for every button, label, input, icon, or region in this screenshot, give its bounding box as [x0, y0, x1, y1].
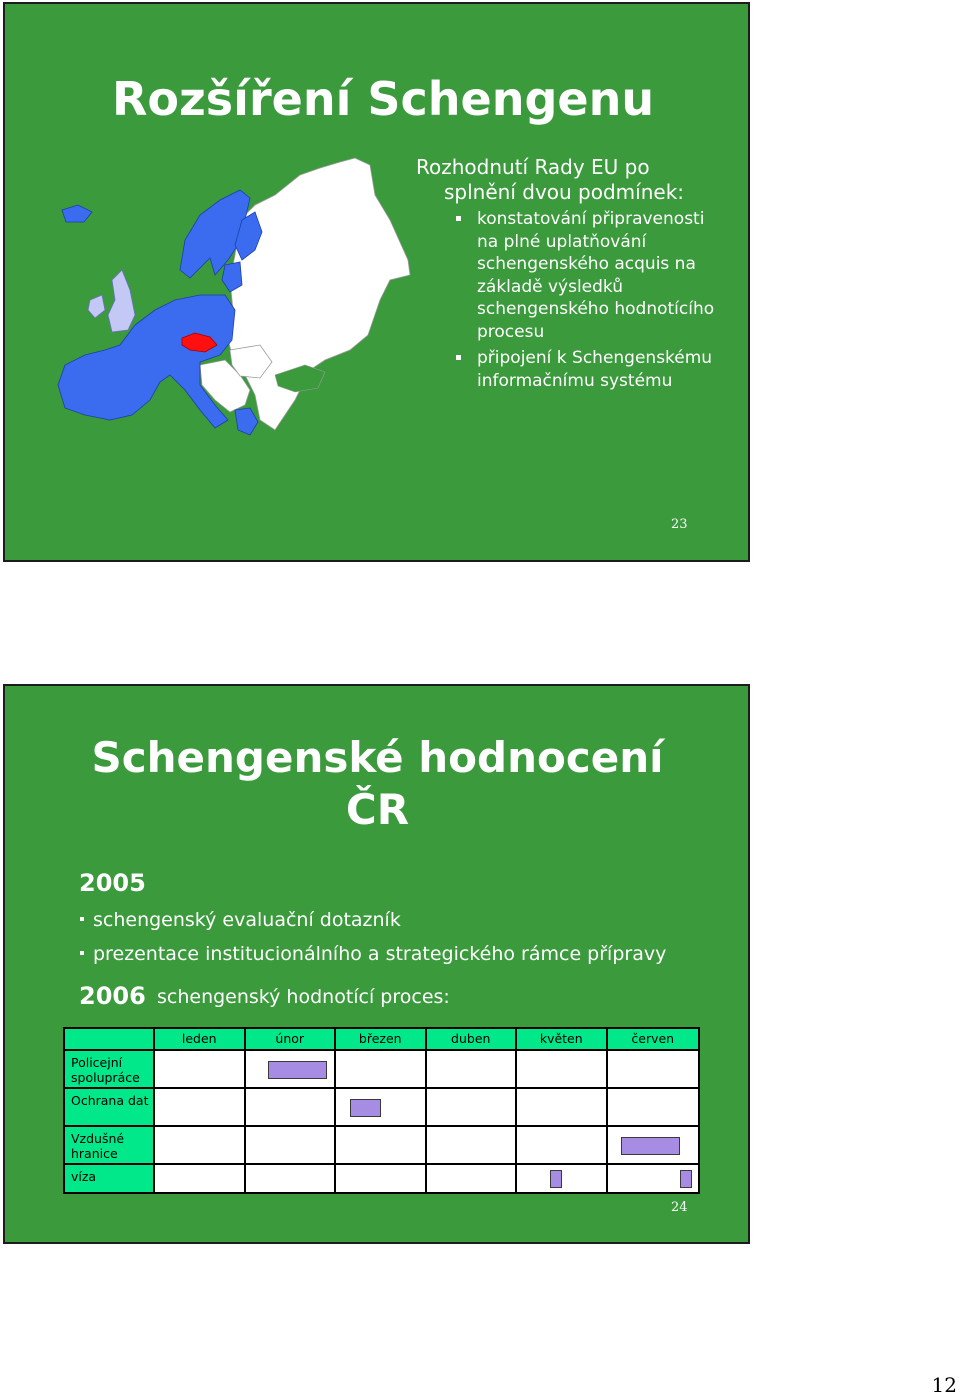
row-label: víza: [65, 1165, 155, 1192]
table-cell: [336, 1127, 427, 1165]
map-eastern-europe: [228, 158, 410, 430]
slide2-title: [0, 732, 755, 836]
table-cell: [517, 1127, 608, 1165]
europe-map: [50, 150, 415, 440]
table-corner-cell: [65, 1029, 155, 1051]
table-cell: [155, 1089, 246, 1127]
month-header: červen: [608, 1029, 699, 1051]
square-bullet-icon: [80, 951, 84, 955]
table-cell: [246, 1165, 337, 1192]
year-2006: 2006: [79, 982, 146, 1010]
table-cell: [246, 1127, 337, 1165]
list-item-text: konstatování připravenosti na plné uplatňování schengenského acquis na základě výsledků schengenského hodnotícího procesu: [477, 209, 715, 342]
table-cell: [517, 1051, 608, 1089]
slide1-title: Rozšíření Schengenu: [112, 72, 655, 126]
list-item-text: připojení k Schengenskému informačnímu systému: [477, 348, 713, 391]
slide1-page-number: 23: [671, 517, 688, 532]
map-iceland: [62, 205, 92, 222]
schedule-bar: [268, 1061, 327, 1079]
month-header: únor: [246, 1029, 337, 1051]
table-cell: [608, 1089, 699, 1127]
intro-text: [416, 155, 716, 205]
intro-line-1: Rozhodnutí Rady EU po: [416, 155, 650, 179]
schedule-bar: [621, 1137, 680, 1155]
document-page-number: 12: [931, 1373, 957, 1397]
table-cell: [517, 1165, 608, 1192]
table-cell: [336, 1051, 427, 1089]
conditions-list: [456, 208, 716, 396]
list-item-text: schengenský evaluační dotazník: [93, 909, 401, 931]
schedule-bar: [550, 1170, 562, 1188]
row-label: Ochrana dat: [65, 1089, 155, 1127]
month-header: květen: [517, 1029, 608, 1051]
month-header: duben: [427, 1029, 518, 1051]
month-header: leden: [155, 1029, 246, 1051]
schedule-bar: [350, 1099, 382, 1117]
list-item: [80, 943, 666, 965]
list-item: [456, 208, 716, 343]
map-ireland: [88, 295, 105, 318]
table-cell: [155, 1127, 246, 1165]
table-cell: [246, 1089, 337, 1127]
slide2-title-line-2: ČR: [345, 785, 410, 834]
table-cell: [427, 1089, 518, 1127]
row-label: Policejní spolupráce: [65, 1051, 155, 1089]
table-cell: [517, 1089, 608, 1127]
year-2005: 2005: [79, 869, 146, 897]
list-item: [80, 909, 401, 931]
table-cell: [155, 1051, 246, 1089]
square-bullet-icon: [456, 355, 461, 360]
table-cell: [608, 1051, 699, 1089]
list-item-text: prezentace institucionálního a strategického rámce přípravy: [93, 943, 667, 965]
schedule-bar: [680, 1170, 692, 1188]
map-greece: [235, 408, 258, 435]
square-bullet-icon: [80, 917, 84, 921]
table-cell: [427, 1127, 518, 1165]
evaluation-schedule-table: [63, 1027, 700, 1194]
map-continental-schengen: [58, 295, 235, 428]
map-united-kingdom: [108, 270, 135, 332]
list-item: [456, 347, 716, 392]
slide2-page-number: 24: [671, 1200, 688, 1215]
table-cell: [427, 1165, 518, 1192]
square-bullet-icon: [456, 216, 461, 221]
intro-line-2: splnění dvou podmínek:: [444, 180, 685, 204]
row-label: Vzdušné hranice: [65, 1127, 155, 1165]
month-header: březen: [336, 1029, 427, 1051]
slide2-title-line-1: Schengenské hodnocení: [91, 733, 664, 782]
year-2006-description: schengenský hodnotící proces:: [157, 986, 450, 1008]
table-cell: [155, 1165, 246, 1192]
table-cell: [336, 1165, 427, 1192]
table-cell: [427, 1051, 518, 1089]
